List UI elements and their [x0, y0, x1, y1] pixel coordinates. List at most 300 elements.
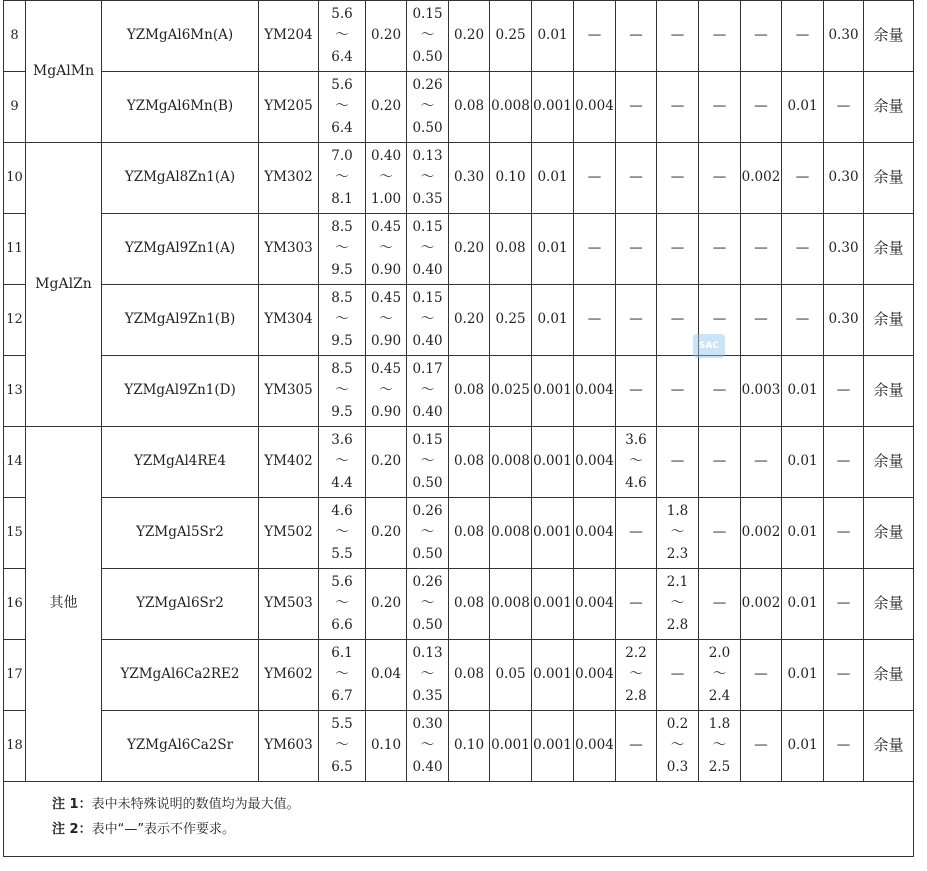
range-part: 8.5 — [331, 360, 353, 377]
cell-si: 0.08 — [449, 640, 490, 711]
alloy-code: YM503 — [259, 569, 319, 640]
table-row — [4, 1, 914, 72]
cell-cu: 0.08 — [490, 214, 532, 285]
range-part: ～ — [335, 666, 349, 683]
cell-be: — — [741, 285, 782, 356]
cell-zn: 0.20 — [366, 569, 407, 640]
cell-other-total: — — [824, 569, 864, 640]
note-label: 注 2： — [52, 822, 92, 837]
alloy-code: YM303 — [259, 214, 319, 285]
range-part: 8.1 — [331, 190, 353, 207]
cell-si: 0.08 — [449, 427, 490, 498]
range-part: ～ — [335, 382, 349, 399]
range-part: 0.50 — [412, 616, 443, 633]
cell-cu: 0.008 — [490, 72, 532, 143]
cell-ni: 0.01 — [532, 214, 574, 285]
cell-other-total: 0.30 — [824, 143, 864, 214]
alloy-group: 其他 — [26, 427, 102, 782]
cell-zn: 0.20 — [366, 1, 407, 72]
cell-mn — [407, 285, 449, 356]
range-part: 0.13 — [412, 644, 443, 661]
cell-mn — [407, 1, 449, 72]
row-number: 13 — [4, 356, 26, 427]
range-part: ～ — [629, 666, 643, 683]
cell-cu: 0.008 — [490, 498, 532, 569]
table-row — [4, 143, 914, 214]
note-line — [52, 817, 913, 842]
cell-re: — — [616, 498, 657, 569]
range-part: 0.40 — [370, 147, 402, 164]
range-part: ～ — [420, 524, 435, 541]
range-part: 0.40 — [412, 261, 443, 278]
cell-zn — [366, 285, 407, 356]
range-part: ～ — [420, 453, 435, 470]
row-number: 16 — [4, 569, 26, 640]
composition-table — [3, 0, 914, 857]
alloy-grade: YZMgAl4RE4 — [102, 427, 259, 498]
cell-other-single: — — [782, 214, 824, 285]
cell-si: 0.10 — [449, 711, 490, 782]
cell-re — [616, 427, 657, 498]
range-part: 0.90 — [370, 403, 402, 420]
cell-sr: — — [657, 72, 699, 143]
range-part: 6.7 — [331, 687, 353, 704]
alloy-grade: YZMgAl9Zn1(A) — [102, 214, 259, 285]
alloy-grade: YZMgAl6Mn(A) — [102, 1, 259, 72]
cell-re: — — [616, 1, 657, 72]
table-row — [4, 214, 914, 285]
alloy-code: YM602 — [259, 640, 319, 711]
cell-fe: 0.004 — [574, 427, 616, 498]
cell-al — [319, 214, 366, 285]
cell-ni: 0.01 — [532, 285, 574, 356]
table-row — [4, 427, 914, 498]
cell-ni: 0.001 — [532, 427, 574, 498]
cell-zn: 0.10 — [366, 711, 407, 782]
row-number: 10 — [4, 143, 26, 214]
cell-re: — — [616, 214, 657, 285]
cell-mg-balance: 余量 — [864, 214, 914, 285]
table-row — [4, 711, 914, 782]
range-part: 0.40 — [412, 758, 443, 775]
cell-mg-balance: 余量 — [864, 640, 914, 711]
range-part: ～ — [335, 595, 349, 612]
cell-al — [319, 427, 366, 498]
cell-be: 0.002 — [741, 569, 782, 640]
watermark-logo: SAC — [693, 334, 725, 358]
cell-other-total: — — [824, 356, 864, 427]
range-part: 0.90 — [370, 332, 402, 349]
cell-ca: — — [699, 1, 741, 72]
cell-other-total: — — [824, 640, 864, 711]
cell-other-total: 0.30 — [824, 214, 864, 285]
cell-other-single: — — [782, 285, 824, 356]
cell-other-total: 0.30 — [824, 1, 864, 72]
cell-other-single: 0.01 — [782, 640, 824, 711]
cell-zn: 0.20 — [366, 427, 407, 498]
notes-row — [4, 782, 914, 857]
range-part: 7.0 — [331, 147, 353, 164]
cell-fe: 0.004 — [574, 569, 616, 640]
cell-be: 0.002 — [741, 143, 782, 214]
table-row — [4, 498, 914, 569]
range-part: ～ — [335, 311, 349, 328]
row-number: 14 — [4, 427, 26, 498]
cell-be: — — [741, 214, 782, 285]
cell-ni: 0.001 — [532, 356, 574, 427]
cell-mg-balance: 余量 — [864, 711, 914, 782]
cell-mg-balance: 余量 — [864, 427, 914, 498]
range-part: 0.45 — [370, 360, 402, 377]
range-part: 6.5 — [331, 758, 353, 775]
cell-ca: — — [699, 285, 741, 356]
range-part: ～ — [335, 453, 349, 470]
row-number: 17 — [4, 640, 26, 711]
cell-other-total: — — [824, 711, 864, 782]
cell-cu: 0.008 — [490, 427, 532, 498]
cell-cu: 0.10 — [490, 143, 532, 214]
cell-re: — — [616, 711, 657, 782]
cell-other-single: — — [782, 1, 824, 72]
cell-al — [319, 569, 366, 640]
cell-sr — [657, 711, 699, 782]
range-part: ～ — [420, 595, 435, 612]
range-part: 2.5 — [708, 758, 731, 775]
cell-re: — — [616, 143, 657, 214]
cell-re: — — [616, 285, 657, 356]
alloy-grade: YZMgAl6Ca2Sr — [102, 711, 259, 782]
range-part: 0.50 — [412, 119, 443, 136]
row-number: 12 — [4, 285, 26, 356]
cell-ca: — — [699, 356, 741, 427]
range-part: 0.26 — [412, 76, 443, 93]
cell-fe: 0.004 — [574, 498, 616, 569]
range-part: 0.50 — [412, 474, 443, 491]
row-number: 8 — [4, 1, 26, 72]
alloy-grade: YZMgAl6Ca2RE2 — [102, 640, 259, 711]
cell-be: — — [741, 1, 782, 72]
range-part: ～ — [379, 240, 393, 257]
range-part: ～ — [420, 27, 435, 44]
range-part: ～ — [420, 666, 435, 683]
cell-ni: 0.01 — [532, 143, 574, 214]
range-part: ～ — [670, 737, 685, 754]
range-part: 2.1 — [666, 573, 689, 590]
cell-ca: — — [699, 214, 741, 285]
cell-si: 0.08 — [449, 356, 490, 427]
table-row — [4, 569, 914, 640]
cell-sr: — — [657, 143, 699, 214]
alloy-code: YM502 — [259, 498, 319, 569]
alloy-code: YM402 — [259, 427, 319, 498]
cell-ni: 0.001 — [532, 640, 574, 711]
cell-mn — [407, 711, 449, 782]
table-notes — [4, 782, 914, 857]
cell-other-single: 0.01 — [782, 72, 824, 143]
cell-al — [319, 143, 366, 214]
range-part: 0.15 — [412, 5, 443, 22]
cell-si: 0.30 — [449, 143, 490, 214]
cell-other-single: 0.01 — [782, 427, 824, 498]
cell-ni: 0.001 — [532, 569, 574, 640]
range-part: ～ — [420, 311, 435, 328]
range-part: ～ — [629, 453, 643, 470]
cell-zn — [366, 356, 407, 427]
cell-zn: 0.20 — [366, 498, 407, 569]
alloy-group: MgAlMn — [26, 1, 102, 143]
row-number: 18 — [4, 711, 26, 782]
cell-mn — [407, 214, 449, 285]
range-part: 9.5 — [331, 332, 353, 349]
range-part: 0.15 — [412, 218, 443, 235]
cell-al — [319, 285, 366, 356]
range-part: 1.8 — [708, 715, 731, 732]
cell-mg-balance: 余量 — [864, 356, 914, 427]
cell-si: 0.20 — [449, 285, 490, 356]
range-part: ～ — [420, 382, 435, 399]
cell-sr: — — [657, 640, 699, 711]
row-number: 11 — [4, 214, 26, 285]
cell-be: — — [741, 72, 782, 143]
cell-fe: 0.004 — [574, 356, 616, 427]
range-part: 6.4 — [331, 119, 353, 136]
range-part: 8.5 — [331, 218, 353, 235]
cell-other-single: 0.01 — [782, 711, 824, 782]
range-part: 6.1 — [331, 644, 353, 661]
cell-al — [319, 72, 366, 143]
range-part: 2.3 — [666, 545, 689, 562]
cell-be: — — [741, 427, 782, 498]
range-part: 0.15 — [412, 289, 443, 306]
cell-ca — [699, 711, 741, 782]
alloy-code: YM204 — [259, 1, 319, 72]
range-part: 3.6 — [331, 431, 353, 448]
cell-zn — [366, 214, 407, 285]
cell-other-total: — — [824, 498, 864, 569]
alloy-grade: YZMgAl9Zn1(B) — [102, 285, 259, 356]
cell-other-single: 0.01 — [782, 498, 824, 569]
cell-ca: — — [699, 427, 741, 498]
cell-ca — [699, 640, 741, 711]
cell-mn — [407, 569, 449, 640]
cell-sr — [657, 569, 699, 640]
range-part: 0.30 — [412, 715, 443, 732]
alloy-code: YM304 — [259, 285, 319, 356]
alloy-grade: YZMgAl9Zn1(D) — [102, 356, 259, 427]
cell-re: — — [616, 569, 657, 640]
cell-zn — [366, 143, 407, 214]
cell-cu: 0.25 — [490, 285, 532, 356]
cell-re: — — [616, 72, 657, 143]
range-part: 0.45 — [370, 218, 402, 235]
cell-fe: 0.004 — [574, 72, 616, 143]
cell-sr: — — [657, 214, 699, 285]
cell-ni: 0.001 — [532, 72, 574, 143]
range-part: 1.00 — [370, 190, 402, 207]
range-part: 6.6 — [331, 616, 353, 633]
cell-fe: 0.004 — [574, 640, 616, 711]
cell-other-single: 0.01 — [782, 356, 824, 427]
range-part: ～ — [379, 169, 393, 186]
cell-si: 0.08 — [449, 569, 490, 640]
cell-mg-balance: 余量 — [864, 72, 914, 143]
cell-zn: 0.04 — [366, 640, 407, 711]
cell-ni: 0.001 — [532, 711, 574, 782]
cell-sr: — — [657, 285, 699, 356]
cell-al — [319, 640, 366, 711]
table-row — [4, 72, 914, 143]
range-part: 2.0 — [708, 644, 731, 661]
table-row — [4, 285, 914, 356]
table-body — [4, 1, 914, 857]
cell-mn — [407, 498, 449, 569]
range-part: ～ — [335, 98, 349, 115]
alloy-grade: YZMgAl8Zn1(A) — [102, 143, 259, 214]
cell-si: 0.08 — [449, 498, 490, 569]
alloy-grade: YZMgAl6Sr2 — [102, 569, 259, 640]
cell-al — [319, 711, 366, 782]
range-part: 0.2 — [666, 715, 689, 732]
alloy-code: YM205 — [259, 72, 319, 143]
cell-fe: 0.004 — [574, 711, 616, 782]
row-number: 15 — [4, 498, 26, 569]
note-text: 表中“—”表示不作要求。 — [91, 822, 236, 837]
cell-cu: 0.008 — [490, 569, 532, 640]
range-part: 0.3 — [666, 758, 689, 775]
cell-mg-balance: 余量 — [864, 143, 914, 214]
cell-re — [616, 640, 657, 711]
range-part: ～ — [420, 240, 435, 257]
range-part: ～ — [335, 240, 349, 257]
range-part: 8.5 — [331, 289, 353, 306]
range-part: ～ — [420, 737, 435, 754]
cell-zn: 0.20 — [366, 72, 407, 143]
cell-al — [319, 498, 366, 569]
range-part: 0.40 — [412, 403, 443, 420]
cell-cu: 0.05 — [490, 640, 532, 711]
row-number: 9 — [4, 72, 26, 143]
alloy-code: YM302 — [259, 143, 319, 214]
cell-re: — — [616, 356, 657, 427]
range-part: 5.6 — [331, 76, 353, 93]
cell-mg-balance: 余量 — [864, 498, 914, 569]
range-part: 0.40 — [412, 332, 443, 349]
range-part: ～ — [420, 98, 435, 115]
cell-be: — — [741, 711, 782, 782]
range-part: 2.4 — [708, 687, 731, 704]
cell-mn — [407, 356, 449, 427]
cell-sr — [657, 498, 699, 569]
cell-ca: — — [699, 498, 741, 569]
range-part: ～ — [335, 737, 349, 754]
range-part: 6.4 — [331, 48, 353, 65]
cell-al — [319, 1, 366, 72]
range-part: 4.4 — [331, 474, 353, 491]
cell-ca: — — [699, 569, 741, 640]
range-part: 5.6 — [331, 573, 353, 590]
cell-mn — [407, 640, 449, 711]
table-row — [4, 640, 914, 711]
cell-si: 0.08 — [449, 72, 490, 143]
range-part: 0.26 — [412, 502, 443, 519]
note-text: 表中未特殊说明的数值均为最大值。 — [91, 797, 300, 812]
cell-fe: — — [574, 214, 616, 285]
cell-be: 0.002 — [741, 498, 782, 569]
cell-other-total: 0.30 — [824, 285, 864, 356]
range-part: ～ — [379, 311, 393, 328]
range-part: 2.8 — [666, 616, 689, 633]
range-part: ～ — [670, 524, 685, 541]
range-part: ～ — [420, 169, 435, 186]
range-part: ～ — [379, 382, 393, 399]
range-part: 0.13 — [412, 147, 443, 164]
cell-mn — [407, 427, 449, 498]
range-part: ～ — [335, 524, 349, 541]
cell-sr: — — [657, 356, 699, 427]
cell-ni: 0.01 — [532, 1, 574, 72]
cell-mn — [407, 72, 449, 143]
cell-mg-balance: 余量 — [864, 1, 914, 72]
range-part: 5.5 — [331, 545, 353, 562]
cell-mg-balance: 余量 — [864, 285, 914, 356]
range-part: ～ — [712, 737, 727, 754]
cell-other-total: — — [824, 427, 864, 498]
cell-fe: — — [574, 143, 616, 214]
cell-cu: 0.025 — [490, 356, 532, 427]
alloy-code: YM603 — [259, 711, 319, 782]
cell-sr: — — [657, 427, 699, 498]
range-part: 5.5 — [331, 715, 353, 732]
range-part: ～ — [335, 169, 349, 186]
range-part: 0.90 — [370, 261, 402, 278]
cell-al — [319, 356, 366, 427]
range-part: 9.5 — [331, 403, 353, 420]
cell-sr: — — [657, 1, 699, 72]
range-part: 0.45 — [370, 289, 402, 306]
cell-ca: — — [699, 143, 741, 214]
cell-ca: — — [699, 72, 741, 143]
cell-si: 0.20 — [449, 214, 490, 285]
range-part: 1.8 — [666, 502, 689, 519]
cell-be: 0.003 — [741, 356, 782, 427]
cell-mn — [407, 143, 449, 214]
range-part: 5.6 — [331, 5, 353, 22]
range-part: ～ — [670, 595, 685, 612]
range-part: 2.2 — [625, 644, 647, 661]
cell-other-single: 0.01 — [782, 569, 824, 640]
range-part: 3.6 — [625, 431, 647, 448]
range-part: 0.17 — [412, 360, 443, 377]
range-part: 2.8 — [625, 687, 647, 704]
range-part: 0.50 — [412, 545, 443, 562]
cell-other-single: — — [782, 143, 824, 214]
alloy-group: MgAlZn — [26, 143, 102, 427]
range-part: ～ — [335, 27, 349, 44]
range-part: 0.35 — [412, 190, 443, 207]
note-line — [52, 792, 913, 817]
note-label: 注 1： — [52, 797, 92, 812]
cell-fe: — — [574, 285, 616, 356]
range-part: 0.50 — [412, 48, 443, 65]
range-part: 9.5 — [331, 261, 353, 278]
cell-ni: 0.001 — [532, 498, 574, 569]
cell-mg-balance: 余量 — [864, 569, 914, 640]
table-row — [4, 356, 914, 427]
cell-si: 0.20 — [449, 1, 490, 72]
range-part: 4.6 — [625, 474, 647, 491]
cell-be: — — [741, 640, 782, 711]
range-part: 0.35 — [412, 687, 443, 704]
